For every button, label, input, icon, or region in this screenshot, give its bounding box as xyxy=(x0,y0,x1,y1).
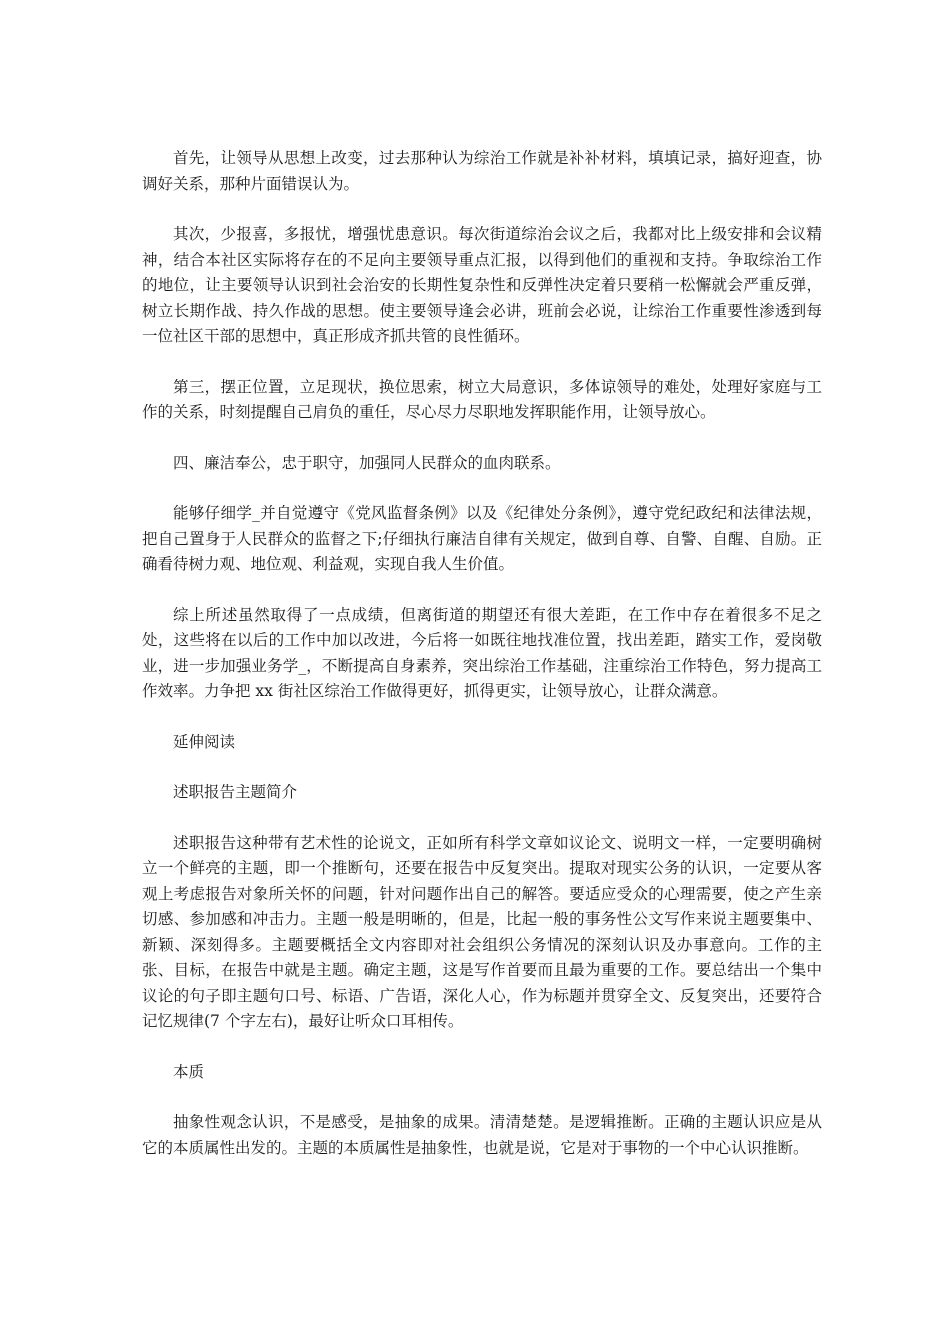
paragraph-first-point: 首先，让领导从思想上改变，过去那种认为综治工作就是补补材料，填填记录，搞好迎查，协调好关系，那种片面错误认为。 xyxy=(142,149,822,193)
document-body xyxy=(142,146,822,1186)
paragraph-theme-intro: 述职报告这种带有艺术性的论说文，正如所有科学文章如议论文、说明文一样，一定要明确树立一个鲜亮的主题，即一个推断句，还要在报告中反复突出。提取对现实公务的认识，一定要从客观上考虑报告对象所关怀的问题，针对问题作出自己的解答。要适应受众的心理需要，使之产生亲切感、参加感和冲击力。主题一般是明晰的，但是，比起一般的事务性公文写作来说主题要集中、新颖、深刻得多。主题要概括全文内容即对社会组织公务情况的深刻认识及办事意向。工作的主张、目标，在报告中就是主题。确定主题，这是写作首要而且最为重要的工作。要总结出一个集中议论的句子即主题句口号、标语、广告语，深化人心，作为标题并贯穿全文、反复突出，还要符合记忆规律(7 个字左右)，最好让听众口耳相传。 xyxy=(142,833,822,1030)
paragraph-summary: 综上所述虽然取得了一点成绩，但离街道的期望还有很大差距，在工作中存在着很多不足之处，这些将在以后的工作中加以改进，今后将一如既往地找准位置，找出差距，踏实工作，爱岗敬业，进一步加强业务学_，不断提高自身素养，突出综治工作基础，注重综治工作特色，努力提高工作效率。力争把 xx 街社区综治工作做得更好，抓得更实，让领导放心，让群众满意。 xyxy=(142,605,822,700)
paragraph-second-point: 其次，少报喜，多报忧，增强忧患意识。每次街道综治会议之后，我都对比上级安排和会议精神，结合本社区实际将存在的不足向主要领导重点汇报，以得到他们的重视和支持。争取综治工作的地位，让主要领导认识到社会治安的长期性复杂性和反弹性决定着只要稍一松懈就会严重反弹，树立长期作战、持久作战的思想。使主要领导逢会必讲，班前会必说，让综治工作重要性渗透到每一位社区干部的思想中，真正形成齐抓共管的良性循环。 xyxy=(142,225,822,345)
paragraph-essence: 抽象性观念认识，不是感受，是抽象的成果。清清楚楚。是逻辑推断。正确的主题认识应是从它的本质属性出发的。主题的本质属性是抽象性，也就是说，它是对于事物的一个中心认识推断。 xyxy=(142,1113,822,1157)
paragraph-third-point: 第三，摆正位置，立足现状，换位思索，树立大局意识，多体谅领导的难处，处理好家庭与工作的关系，时刻提醒自己肩负的重任，尽心尽力尽职地发挥职能作用，让领导放心。 xyxy=(142,377,822,421)
section-heading-integrity: 四、廉洁奉公，忠于职守，加强同人民群众的血肉联系。 xyxy=(173,453,561,472)
heading-extended-reading: 延伸阅读 xyxy=(173,732,236,751)
heading-report-theme-intro: 述职报告主题简介 xyxy=(173,783,298,801)
paragraph-discipline: 能够仔细学_并自觉遵守《党风监督条例》以及《纪律处分条例》，遵守党纪政纪和法律法规，把自己置身于人民群众的监督之下;仔细执行廉洁自律有关规定，做到自尊、自警、自醒、自励。正确看待树力观、地位观、利益观，实现自我人生价值。 xyxy=(142,504,822,573)
heading-essence: 本质 xyxy=(173,1062,205,1081)
